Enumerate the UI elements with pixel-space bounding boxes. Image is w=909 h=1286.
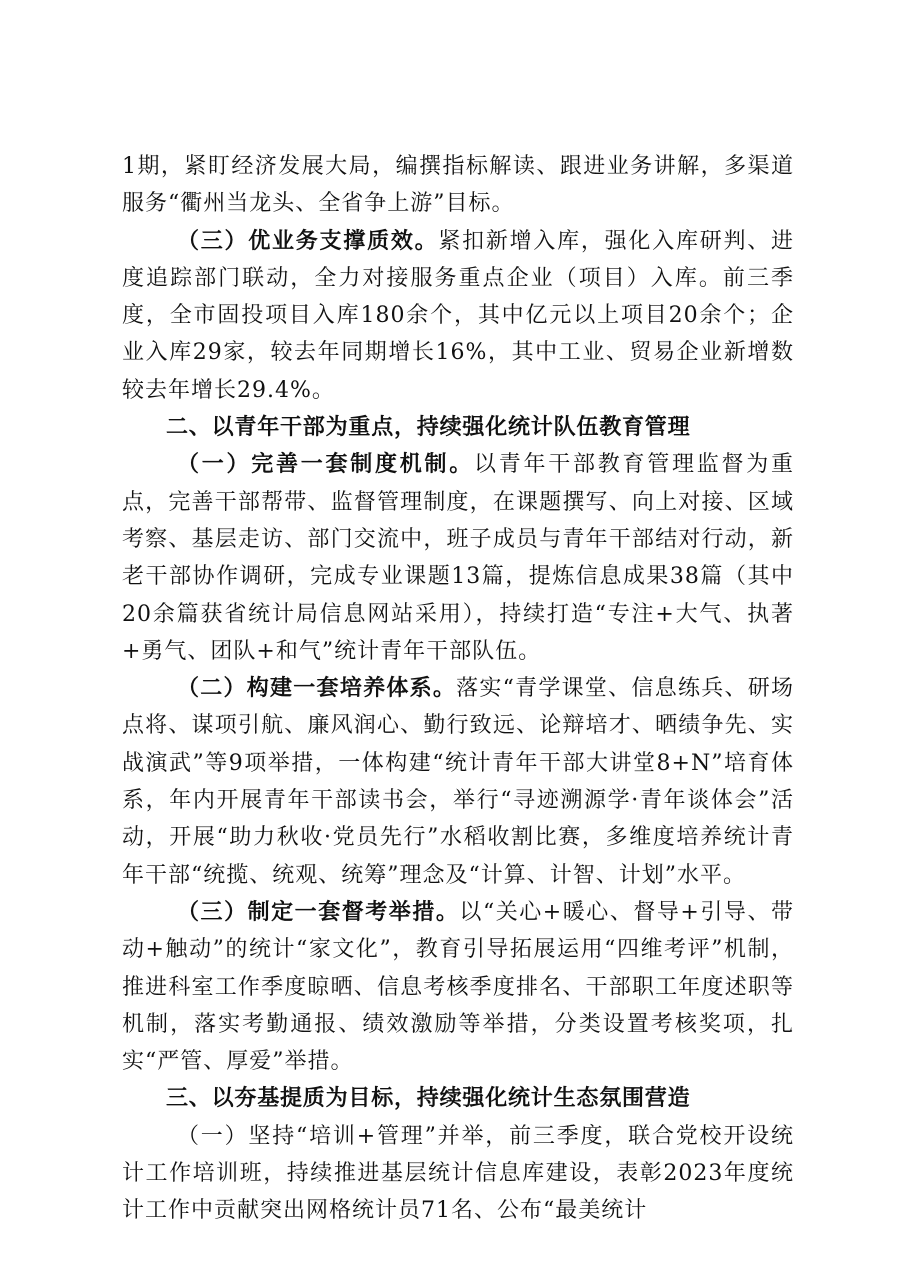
section-heading-2: 二、以青年干部为重点，持续强化统计队伍教育管理 <box>166 415 691 441</box>
paragraph-text: 紧扣新增入库，强化入库研判、进度追踪部门联动，全力对接服务重点企业（项目）入库。前三季度，全市固投项目入库180余个，其中亿元以上项目20余个；企业入库29家，较去年同期增长16%，其中工业、贸易企业新增数较去年增长29.4%。 <box>122 228 794 403</box>
paragraph-text: （一）坚持“培训+管理”并举，前三季度，联合党校开设统计工作培训班，持续推进基层统计信息库建设，表彰2023年度统计工作中贡献突出网格统计员71名、公布“最美统计 <box>122 1123 794 1224</box>
document-page <box>122 148 794 1230</box>
paragraph-lead: （二）构建一套培养体系。 <box>177 676 457 702</box>
paragraph-lead: （三）优业务支撑质效。 <box>177 228 439 254</box>
paragraph-assessment <box>122 894 794 1080</box>
paragraph-training-management <box>122 1118 794 1230</box>
paragraph-text: 以青年干部教育管理监督为重点，完善干部帮带、监督管理制度，在课题撰写、向上对接、区域考察、基层走访、部门交流中，班子成员与青年干部结对行动，新老干部协作调研，完成专业课题13篇，提炼信息成果38篇（其中20余篇获省统计局信息网站采用），持续打造“专注+大气、执著+勇气、团队+和气”统计青年干部队伍。 <box>122 452 794 664</box>
paragraph-lead: （一）完善一套制度机制。 <box>177 452 474 478</box>
paragraph-text: 落实“青学课堂、信息练兵、研场点将、谋项引航、廉风润心、勤行致远、论辩培才、晒绩争先、实战演武”等9项举措，一体构建“统计青年干部大讲堂8+N”培育体系，年内开展青年干部读书会，举行“寻迹溯源学·青年谈体会”活动，开展“助力秋收·党员先行”水稻收割比赛，多维度培养统计青年干部“统揽、统观、统筹”理念及“计算、计智、计划”水平。 <box>122 676 794 888</box>
paragraph-text: 1期，紧盯经济发展大局，编撰指标解读、跟进业务讲解，多渠道服务“衢州当龙头、全省争上游”目标。 <box>122 154 794 217</box>
paragraph-text: 以“关心+暖心、督导+引导、带动+触动”的统计“家文化”，教育引导拓展运用“四维考评”机制，推进科室工作季度晾晒、信息考核季度排名、干部职工年度述职等机制，落实考勤通报、绩效激励等举措，分类设置考核奖项，扎实“严管、厚爱”举措。 <box>122 899 794 1075</box>
section-heading-3: 三、以夯基提质为目标，持续强化统计生态氛围营造 <box>166 1086 691 1112</box>
paragraph-continuation <box>122 148 794 223</box>
paragraph-training-system <box>122 670 794 894</box>
paragraph-lead: （三）制定一套督考举措。 <box>177 899 460 925</box>
paragraph-institution <box>122 446 794 670</box>
paragraph-business-support <box>122 223 794 409</box>
